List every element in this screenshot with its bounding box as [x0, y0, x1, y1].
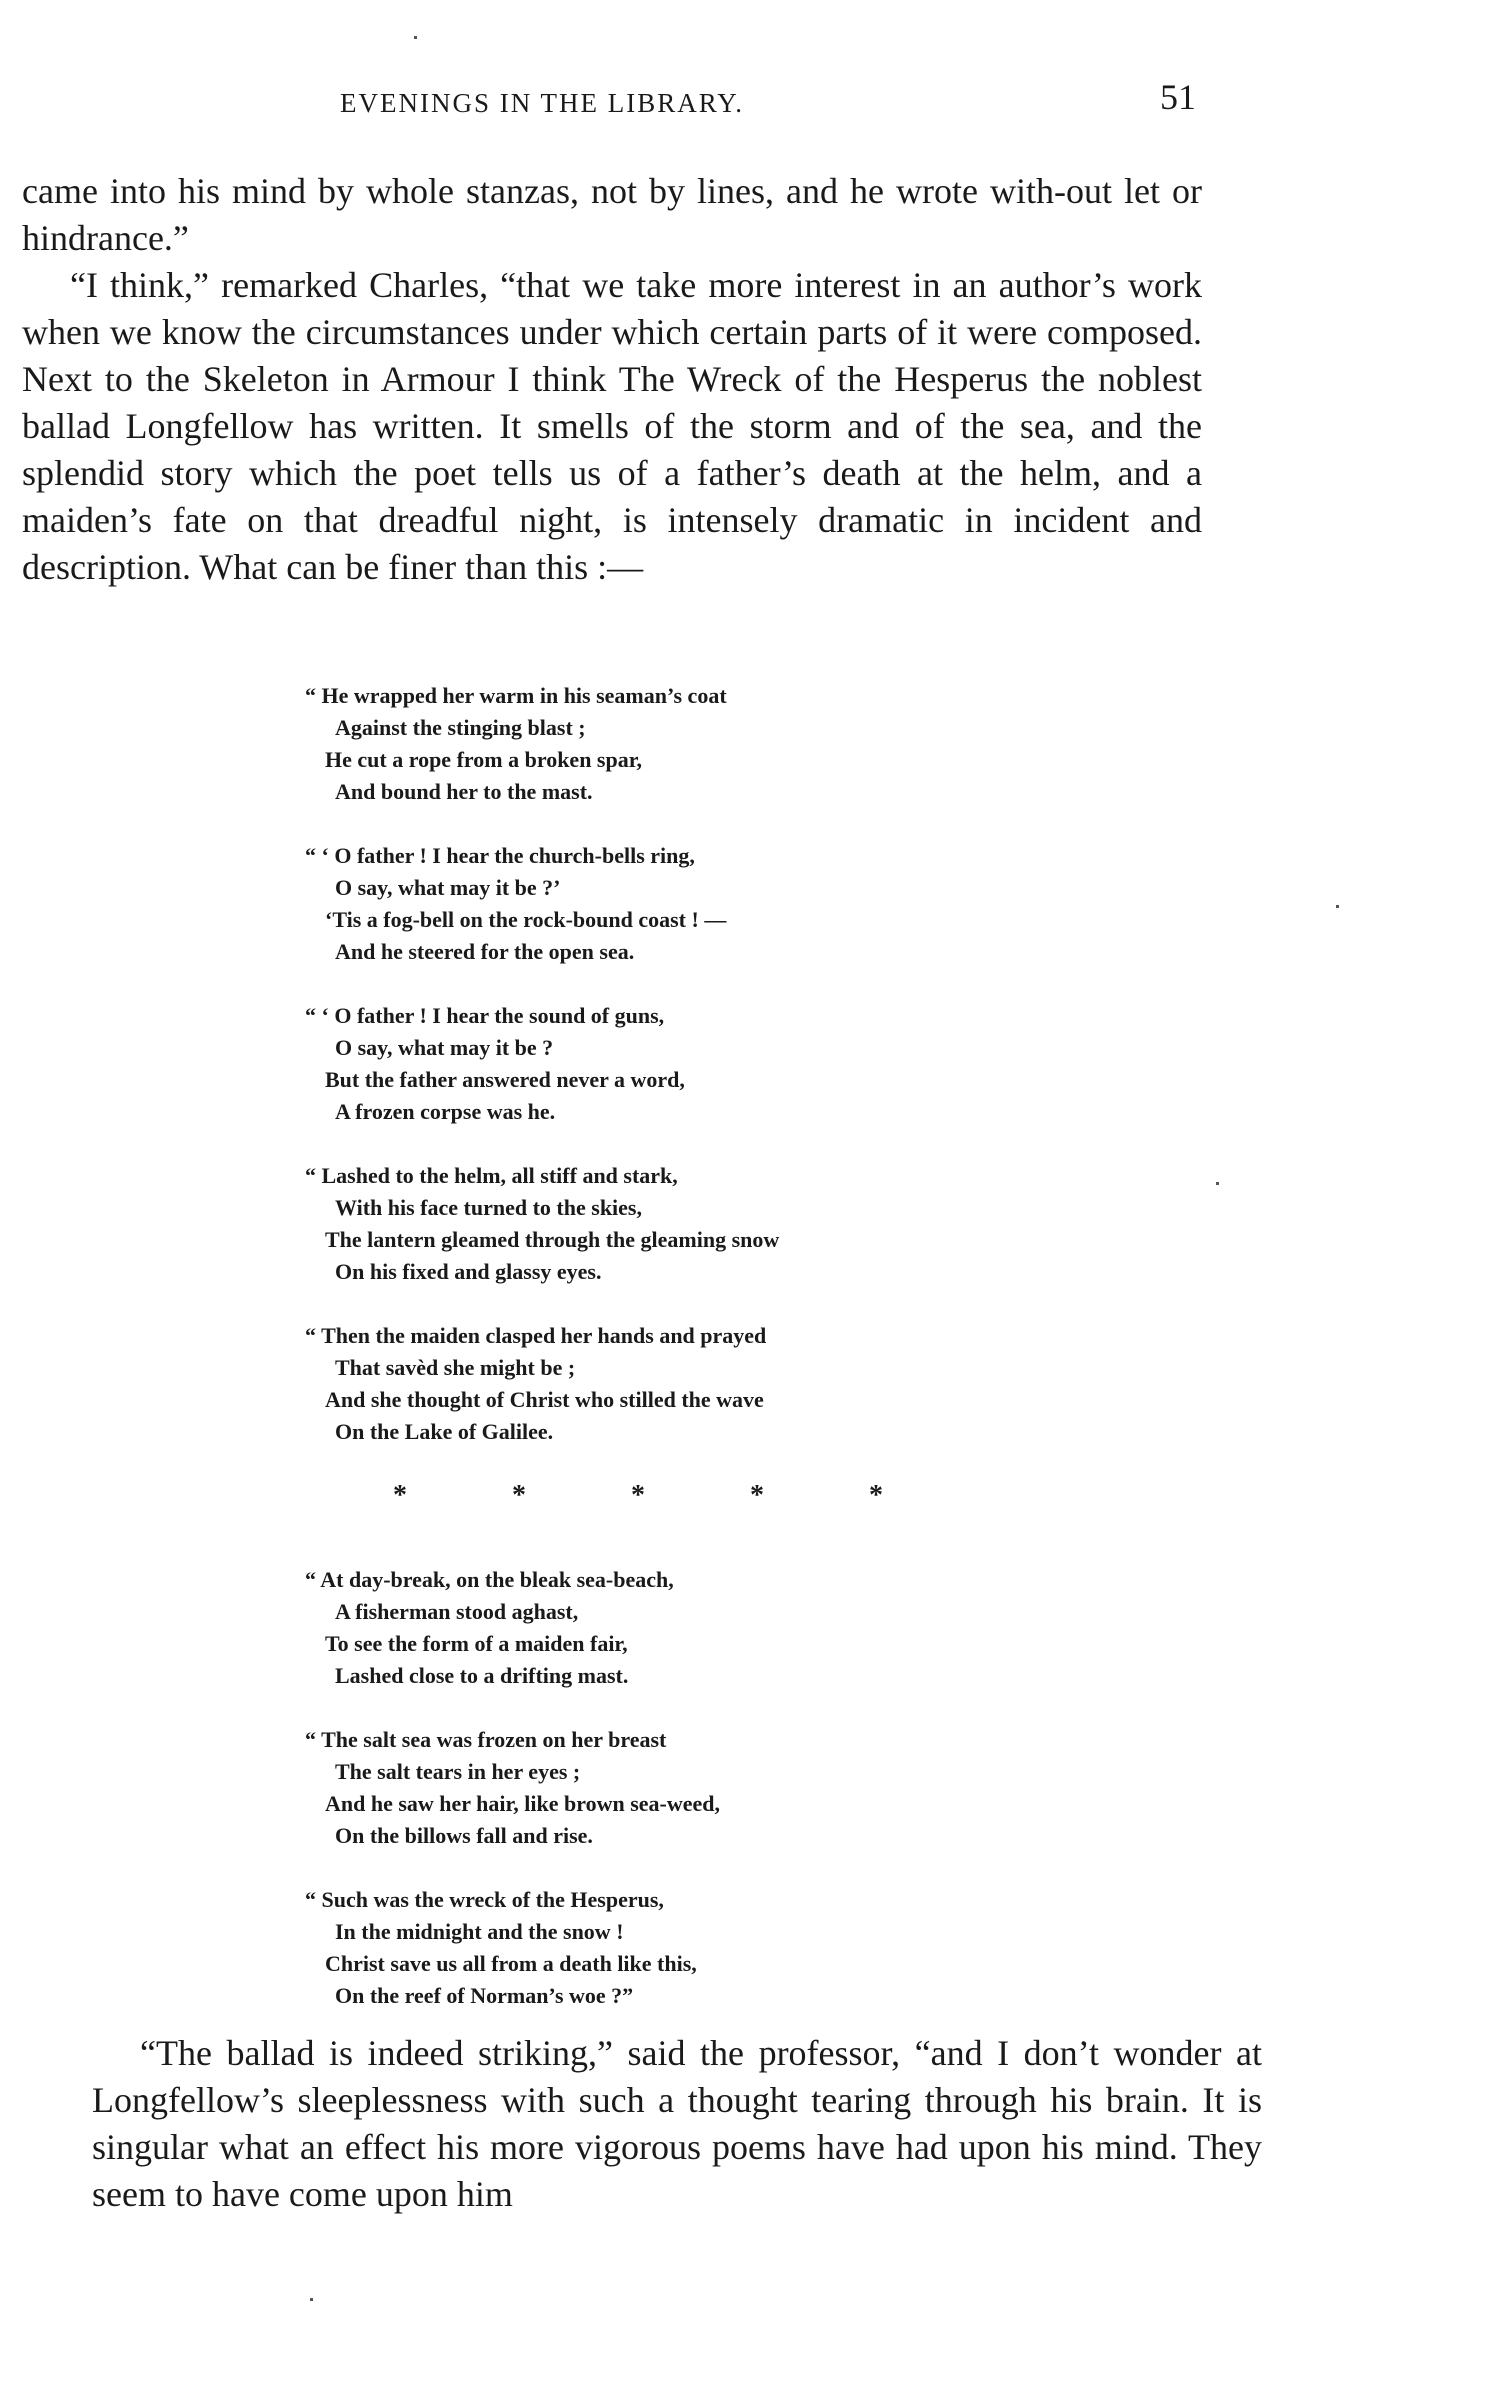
poem-line: ‘Tis a fog-bell on the rock-bound coast ! — [325, 907, 727, 932]
poem-line: On the Lake of Galilee. [335, 1419, 554, 1444]
paragraph: “The ballad is indeed striking,” said the professor, “and I don’t wonder at Longfellow’s sleeplessness with such a thought tearing through his brain. It is singular what an effect his more vigorous poems have had upon his mind. They seem to have come upon him [92, 2033, 1262, 2214]
poem-line: And she thought of Christ who stilled the wave [325, 1387, 764, 1412]
poem-line: On the reef of Norman’s woe ?” [335, 1983, 634, 2008]
paragraph: came into his mind by whole stanzas, not by lines, and he wrote with-out let or hindrance.” [22, 171, 1202, 258]
poem-line: He cut a rope from a broken spar, [325, 747, 642, 772]
poem-line: In the midnight and the snow ! [335, 1919, 624, 1944]
running-header: EVENINGS IN THE LIBRARY. [340, 88, 745, 118]
poem-line: That savèd she might be ; [335, 1355, 576, 1380]
poem-line: “ Lashed to the helm, all stiff and stark, [305, 1163, 678, 1188]
top-prose [22, 168, 1202, 591]
poem-line: “ The salt sea was frozen on her breast [305, 1727, 667, 1752]
poem-stanzas-before [305, 680, 1005, 1448]
poem-line: The salt tears in her eyes ; [335, 1759, 581, 1784]
poem-line: “ ‘ O father ! I hear the sound of guns, [305, 1003, 665, 1028]
poem-stanza [305, 1564, 1005, 1692]
asterisk: * [869, 1480, 883, 1511]
poem-stanza [305, 1000, 1005, 1128]
poem-line: A fisherman stood aghast, [335, 1599, 579, 1624]
poem-line: O say, what may it be ? [335, 1035, 554, 1060]
poem-line: “ He wrapped her warm in his seaman’s coat [305, 683, 727, 708]
poem-line: A frozen corpse was he. [335, 1099, 556, 1124]
poem-line: O say, what may it be ?’ [335, 875, 561, 900]
asterisk: * [750, 1480, 764, 1511]
poem-line: To see the form of a maiden fair, [325, 1631, 628, 1656]
poem-stanza [305, 1160, 1005, 1288]
poem-stanza [305, 1884, 1005, 2012]
poem-stanza [305, 1320, 1005, 1448]
poem-line: But the father answered never a word, [325, 1067, 685, 1092]
poem-line: And he steered for the open sea. [335, 939, 635, 964]
speck [1216, 1182, 1219, 1185]
poem-line: “ ‘ O father ! I hear the church-bells ring, [305, 843, 695, 868]
poem-stanzas-after [305, 1564, 1005, 2012]
poem-line: On the billows fall and rise. [335, 1823, 593, 1848]
poem-stanza [305, 680, 1005, 808]
speck [1336, 905, 1339, 908]
bottom-prose [92, 2030, 1262, 2218]
asterisk: * [393, 1480, 407, 1511]
poem-line: “ Such was the wreck of the Hesperus, [305, 1887, 664, 1912]
poem-line: “ At day-break, on the bleak sea-beach, [305, 1567, 674, 1592]
poem-stanza [305, 1724, 1005, 1852]
asterisk-divider [393, 1480, 883, 1512]
poem-line: The lantern gleamed through the gleaming snow [325, 1227, 780, 1252]
poem-line: And bound her to the mast. [335, 779, 593, 804]
poem-line: And he saw her hair, like brown sea-weed, [325, 1791, 721, 1816]
speck [414, 36, 417, 39]
poem-line: Against the stinging blast ; [335, 715, 586, 740]
poem-quotation [305, 680, 1005, 2044]
poem-line: Lashed close to a drifting mast. [335, 1663, 629, 1688]
poem-line: On his fixed and glassy eyes. [335, 1259, 602, 1284]
poem-stanza [305, 840, 1005, 968]
asterisk: * [631, 1480, 645, 1511]
poem-line: “ Then the maiden clasped her hands and prayed [305, 1323, 767, 1348]
page-number: 51 [1160, 77, 1196, 117]
speck [310, 2298, 313, 2301]
poem-line: Christ save us all from a death like this, [325, 1951, 697, 1976]
poem-line: With his face turned to the skies, [335, 1195, 642, 1220]
asterisk: * [512, 1480, 526, 1511]
paragraph: “I think,” remarked Charles, “that we take more interest in an author’s work when we know the circumstances under which certain parts of it were composed. Next to the Skeleton in Armour I think The Wreck of the Hesperus the noblest ballad Longfellow has written. It smells of the storm and of the sea, and the splendid story which the poet tells us of a father’s death at the helm, and a maiden’s fate on that dreadful night, is intensely dramatic in incident and description. What can be finer than this :— [22, 265, 1202, 587]
